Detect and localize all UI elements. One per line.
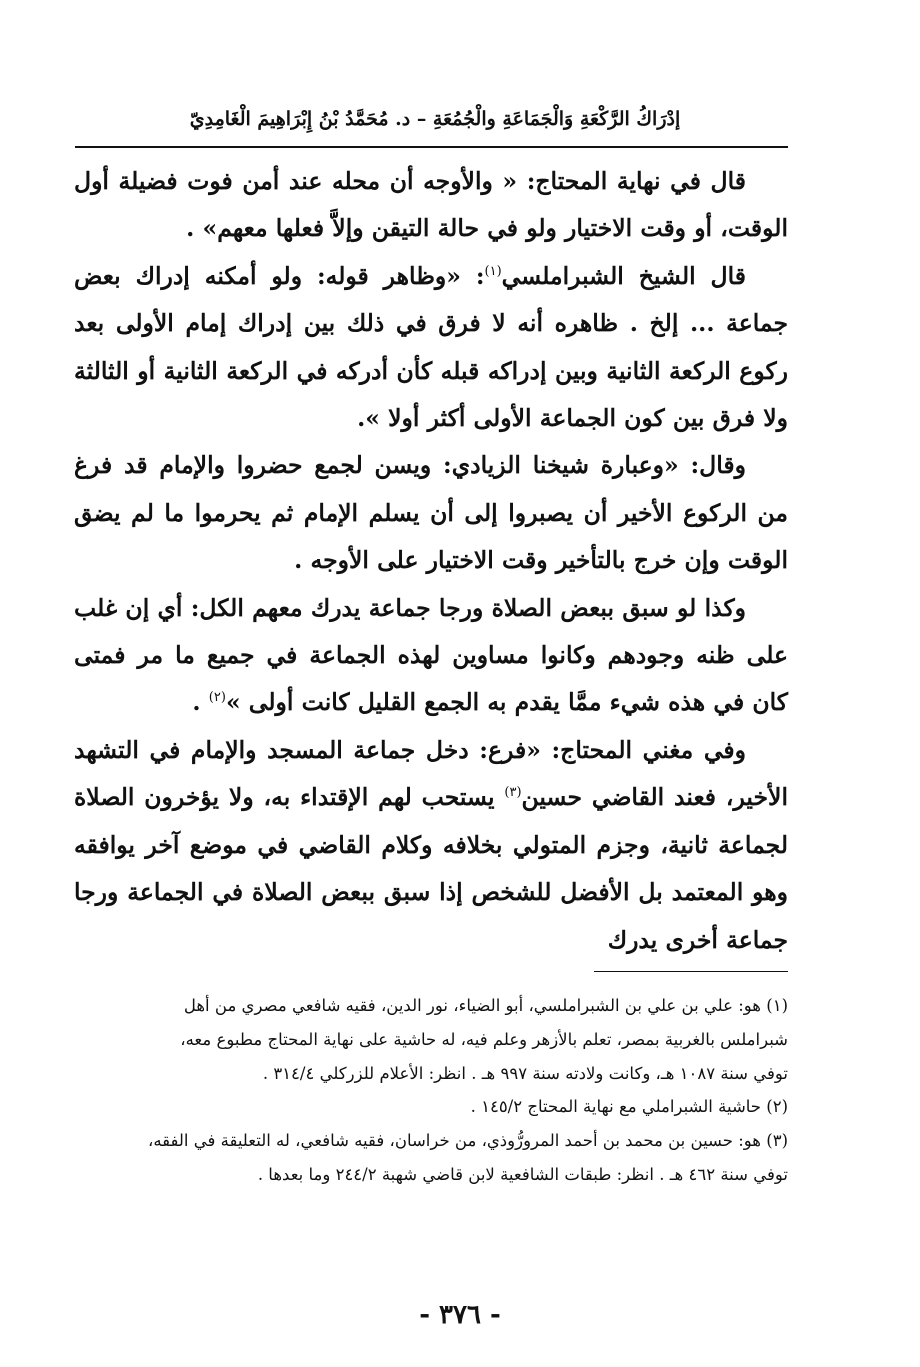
- paragraph-4-part-b: .: [192, 688, 209, 717]
- paragraph-4: [74, 585, 788, 727]
- header-rule: [75, 146, 788, 148]
- footnote-ref-3[interactable]: (٣): [504, 785, 522, 801]
- footnote-2-line-1: (٢) حاشية الشبراملي مع نهاية المحتاج ١٤٥/٢ .: [470, 1097, 788, 1117]
- paragraph-2-part-a: قال الشيخ الشبراملسي: [501, 261, 747, 290]
- footnote-1-line-1: (١) هو: علي بن علي بن الشبراملسي، أبو الضياء، نور الدين، فقيه شافعي مصري من أهل: [183, 996, 788, 1015]
- paragraph-3: وقال: «وعبارة شيخنا الزيادي: ويسن لجمع حضروا والإمام قد فرغ من الركوع الأخير أن يصبروا إلى أن يسلم الإمام ثم يحرموا ما لم يضق الوقت وإن خرج بالتأخير وقت الاختيار على الأوجه .: [74, 451, 788, 575]
- footnote-ref-2[interactable]: (٢): [208, 690, 226, 706]
- footnote-separator: [594, 971, 788, 972]
- paragraph-5: [74, 727, 788, 964]
- paragraph-5-part-a: وفي مغني المحتاج: «فرع: دخل جماعة المسجد والإمام في التشهد الأخير، فعند القاضي حسين: [74, 735, 788, 812]
- paragraph-2-part-b: : «وظاهر قوله: ولو أمكنه إدراك بعض جماعة ... إلخ . ظاهره أنه لا فرق في ذلك بين إدراك إمام الأولى بعد ركوع الركعة الثانية وبين إدراكه قبله كأن أدركه في الركعة الثانية أو الثالثة ولا فرق بين كون الجماعة الأولى أكثر أولا ».: [74, 261, 788, 433]
- footnote-1-line-3: توفي سنة ١٠٨٧ هـ، وكانت ولادته سنة ٩٩٧ هـ . انظر: الأعلام للزركلي ٣١٤/٤ .: [262, 1063, 788, 1083]
- footnote-3-line-2: توفي سنة ٤٦٢ هـ . انظر: طبقات الشافعية لابن قاضي شهبة ٢٤٤/٢ وما بعدها .: [257, 1164, 788, 1184]
- paragraph-1: قال في نهاية المحتاج: « والأوجه أن محله عند أمن فوت فضيلة أول الوقت، أو وقت الاختيار ولو في حالة التيقن وإلاَّ فعلها معهم» .: [74, 167, 788, 243]
- page-number: - ٣٧٦ -: [419, 1300, 501, 1330]
- running-header: إدْرَاكُ الرَّكْعَةِ وَالْجَمَاعَةِ والْجُمُعَةِ – د. مُحَمَّدُ بْنُ إِبْرَاهِيمَ الْغَامِدِيّ: [189, 108, 681, 130]
- paragraph-2: [74, 253, 788, 443]
- paragraph-5-part-b: يستحب لهم الإقتداء به، ولا يؤخرون الصلاة لجماعة ثانية، وجزم المتولي بخلافه وكلام القاضي في موضع آخر يوافقه وهو المعتمد بل الأفضل للشخص إذا سبق ببعض الصلاة في الجماعة ورجا جماعة أخرى يدرك: [74, 783, 788, 954]
- footnote-1-line-2: شبراملس بالغربية بمصر، تعلم بالأزهر وعلم فيه، له حاشية على نهاية المحتاج مطبوع معه،: [180, 1029, 788, 1049]
- footnote-ref-1[interactable]: (١): [484, 263, 502, 279]
- main-text: [74, 158, 788, 964]
- paragraph-4-part-a: وكذا لو سبق ببعض الصلاة ورجا جماعة يدرك معهم الكل: أي إن غلب على ظنه وجودهم وكانوا مساوين لهذه الجماعة في جميع ما مر فمتى كان في هذه شيء ممَّا يقدم به الجمع القليل كانت أولى »: [74, 593, 788, 717]
- footnote-3-line-1: (٣) هو: حسين بن محمد بن أحمد المرورُّوذي، من خراسان، فقيه شافعي، له التعليقة في الفقه،: [148, 1131, 788, 1151]
- footnotes: [74, 989, 788, 1192]
